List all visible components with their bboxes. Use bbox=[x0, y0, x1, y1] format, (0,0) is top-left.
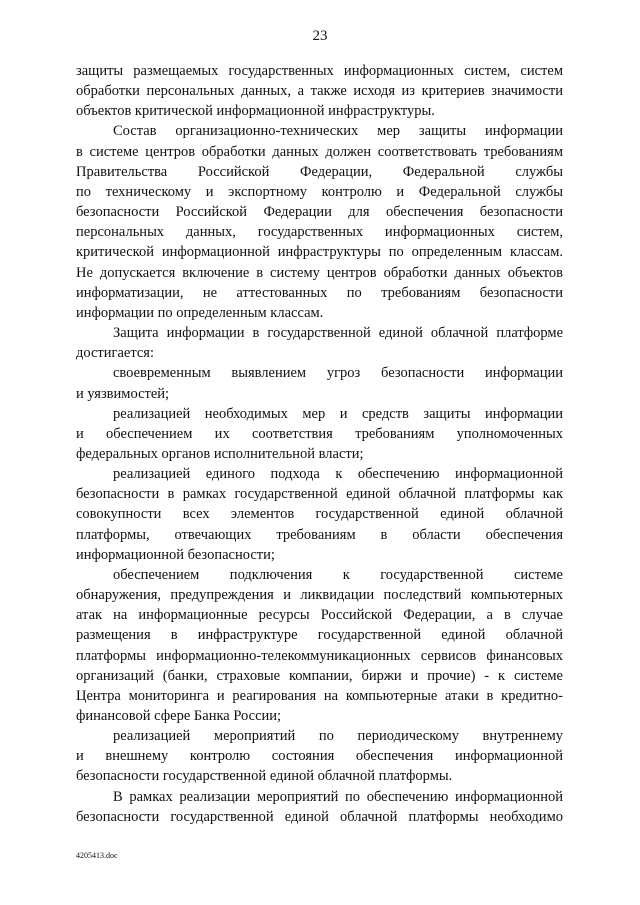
text-line: размещения в инфраструктуре государственной единой облачной bbox=[76, 627, 563, 644]
text-line: безопасности государственной единой облачной платформы необходимо bbox=[76, 808, 563, 825]
text-line: федеральных органов исполнительной власти; bbox=[76, 445, 364, 462]
text-line: организаций (банки, страховые компании, биржи и прочие) - к системе bbox=[76, 667, 563, 684]
text-line: объектов критической информационной инфраструктуры. bbox=[76, 103, 435, 120]
text-line: реализацией единого подхода к обеспечению информационной bbox=[113, 466, 563, 483]
text-line: информатизации, не аттестованных по требованиям безопасности bbox=[76, 284, 563, 301]
text-line: персональных данных, государственных информационных систем, bbox=[76, 224, 563, 241]
text-line: платформы, отвечающих требованиям в области обеспечения bbox=[76, 526, 563, 543]
text-line: в системе центров обработки данных должен соответствовать требованиям bbox=[76, 143, 563, 160]
document-footer: 4205413.doc bbox=[76, 851, 118, 860]
text-line: совокупности всех элементов государственной единой облачной bbox=[76, 506, 563, 523]
text-line: информации по определенным классам. bbox=[76, 304, 324, 321]
text-line: своевременным выявлением угроз безопасности информации bbox=[113, 365, 563, 382]
text-line: безопасности государственной единой облачной платформы. bbox=[76, 768, 453, 785]
text-line: и внешнему контролю состояния обеспечения информационной bbox=[76, 748, 563, 765]
text-line: информационной безопасности; bbox=[76, 546, 275, 563]
text-line: обнаружения, предупреждения и ликвидации последствий компьютерных bbox=[76, 587, 563, 604]
text-line: Не допускается включение в систему центров обработки данных объектов bbox=[76, 264, 563, 281]
text-line: Центра мониторинга и реагирования на компьютерные атаки в кредитно- bbox=[76, 687, 563, 704]
page-number: 23 bbox=[312, 28, 328, 44]
document-body bbox=[76, 61, 563, 827]
text-line: и уязвимостей; bbox=[76, 385, 170, 402]
text-line: финансовой сфере Банка России; bbox=[76, 708, 282, 724]
text-line: безопасности Российской Федерации для обеспечения безопасности bbox=[76, 204, 563, 221]
text-line: атак на информационные ресурсы Российской Федерации, а в случае bbox=[76, 607, 563, 624]
text-line: и обеспечением их соответствия требованиям уполномоченных bbox=[76, 425, 563, 442]
text-line: реализацией мероприятий по периодическому внутреннему bbox=[113, 728, 563, 745]
text-line: платформы информационно-телекоммуникационных сервисов финансовых bbox=[76, 647, 563, 664]
text-line: обработки персональных данных, а также исходя из критериев значимости bbox=[76, 83, 563, 100]
text-line: обеспечением подключения к государственной системе bbox=[113, 566, 563, 583]
text-line: защиты размещаемых государственных информационных систем, систем bbox=[76, 63, 563, 79]
text-line: безопасности в рамках государственной единой облачной платформы как bbox=[76, 486, 563, 503]
text-line: Правительства Российской Федерации, Федеральной службы bbox=[76, 163, 563, 180]
text-line: критической информационной инфраструктуры по определенным классам. bbox=[76, 244, 563, 261]
text-line: Состав организационно-технических мер защиты информации bbox=[113, 123, 563, 140]
text-line: по техническому и экспортному контролю и Федеральной службы bbox=[76, 183, 563, 200]
text-line: В рамках реализации мероприятий по обеспечению информационной bbox=[113, 788, 563, 805]
text-line: Защита информации в государственной единой облачной платформе bbox=[113, 325, 563, 342]
text-line: достигается: bbox=[76, 345, 154, 362]
text-line: реализацией необходимых мер и средств защиты информации bbox=[113, 405, 563, 422]
